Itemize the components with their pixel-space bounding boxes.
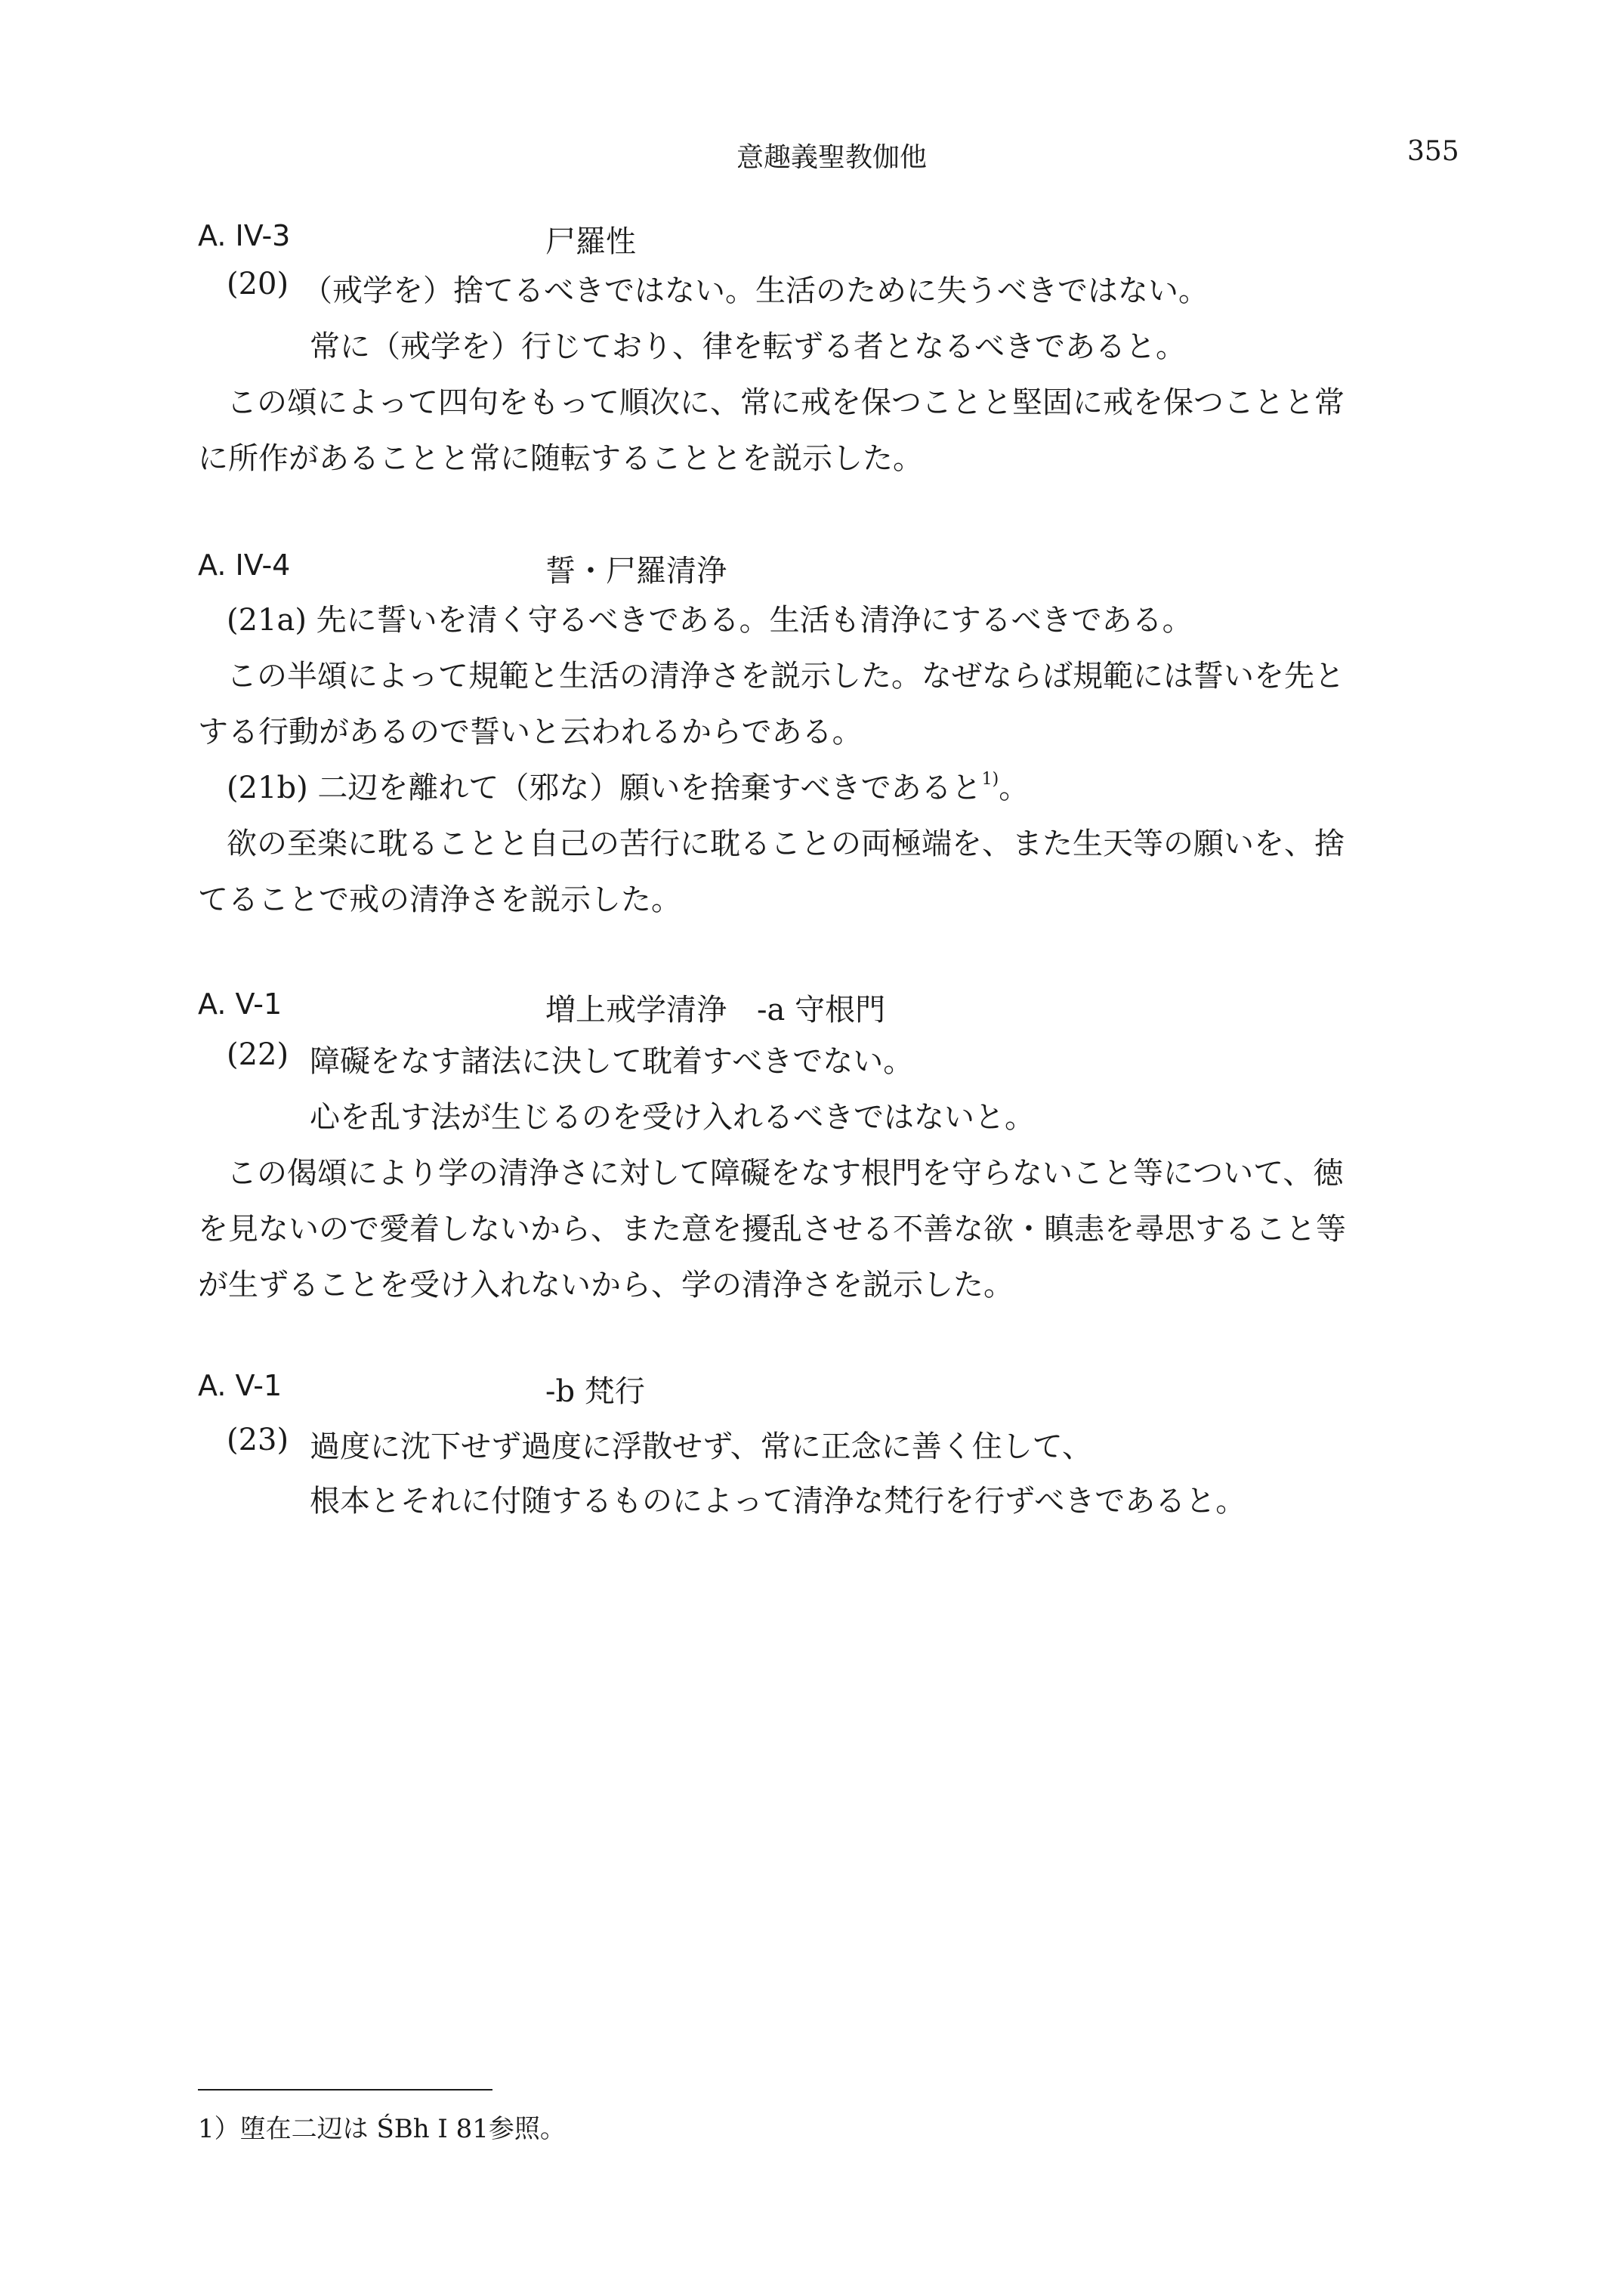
footnote: 1）堕在二辺は ŚBh I 81参照。 — [198, 2114, 566, 2144]
running-title: 意趣義聖教伽他 — [736, 142, 928, 173]
verse-line: （戒学を）捨てるべきではない。生活のために失うべきではない。 — [302, 273, 1209, 308]
comment-line: が生ずることを受け入れないから、学の清浄さを説示した。 — [198, 1268, 1014, 1303]
verse-text-end: 。 — [999, 771, 1030, 805]
section-label: A. IV-4 — [198, 549, 291, 582]
verse-number: (22) — [227, 1037, 289, 1072]
verse-line: (21a) 先に誓いを清く守るべきである。生活も清浄にするべきである。 — [227, 603, 1193, 638]
comment-line: する行動があるので誓いと云われるからである。 — [198, 715, 863, 749]
comment-line: を見ないので愛着しないから、また意を擾乱させる不善な欲・瞋恚を尋思すること等 — [198, 1212, 1346, 1247]
verse-line — [227, 764, 1029, 807]
comment-line: てることで戒の清浄さを説示した。 — [198, 882, 681, 917]
comment-line: この偈頌により学の清浄さに対して障礙をなす根門を守らないこと等について、徳 — [227, 1156, 1344, 1191]
verse-number: (23) — [227, 1423, 289, 1457]
page-number: 355 — [1407, 136, 1459, 167]
comment-line: に所作があることと常に随転することとを説示した。 — [198, 441, 923, 476]
footnote-ref: 1) — [981, 770, 999, 789]
section-label: A. V-1 — [198, 987, 283, 1021]
comment-line: 欲の至楽に耽ることと自己の苦行に耽ることの両極端を、また生天等の願いを、捨 — [227, 827, 1345, 861]
verse-line: 障礙をなす諸法に決して耽着すべきでない。 — [310, 1044, 914, 1079]
section-label: A. V-1 — [198, 1369, 283, 1402]
comment-line: この半頌によって規範と生活の清浄さを説示した。なぜならば規範には誓いを先と — [227, 659, 1345, 694]
verse-line: 心を乱す法が生じるのを受け入れるべきではないと。 — [310, 1100, 1035, 1135]
verse-line: 過度に沈下せず過度に浮散せず、常に正念に善く住して、 — [310, 1429, 1092, 1464]
verse-line: 根本とそれに付随するものによって清浄な梵行を行ずべきであると。 — [310, 1484, 1246, 1519]
comment-line: この頌によって四句をもって順次に、常に戒を保つことと堅固に戒を保つことと常 — [227, 385, 1345, 420]
section-label: A. IV-3 — [198, 219, 291, 252]
section-title: 増上戒学清浄 -a 守根門 — [545, 993, 886, 1027]
section-title: 尸羅性 — [545, 224, 636, 259]
verse-line: 常に（戒学を）行じており、律を転ずる者となるべきであると。 — [310, 329, 1186, 364]
footnote-rule — [198, 2089, 492, 2091]
section-title: 誓・尸羅清浄 — [545, 554, 727, 589]
verse-number: (20) — [227, 267, 289, 301]
section-title: -b 梵行 — [545, 1374, 645, 1409]
verse-text: (21b) 二辺を離れて（邪な）願いを捨棄すべきであると — [227, 771, 982, 805]
